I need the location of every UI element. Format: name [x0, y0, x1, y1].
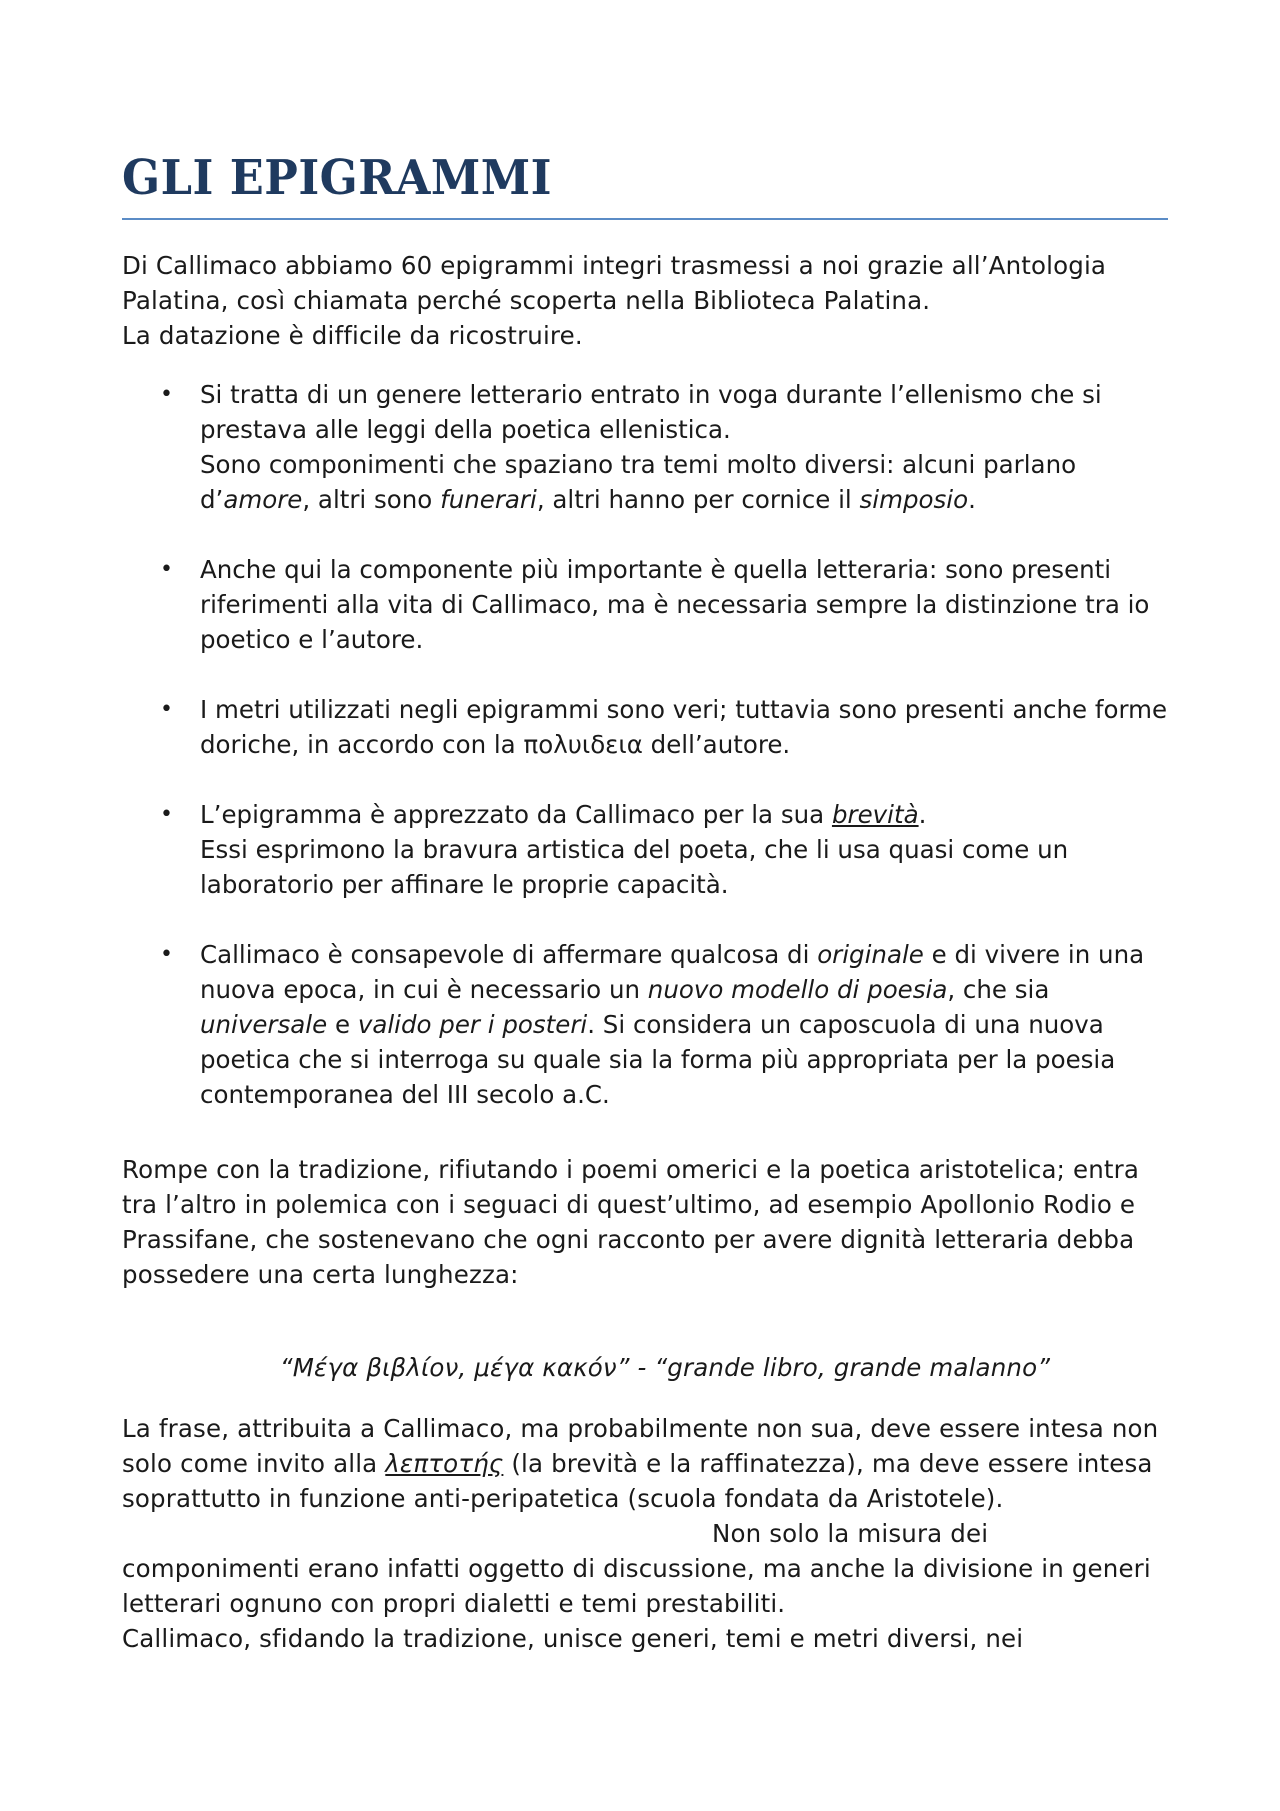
paragraph-tradition: Rompe con la tradizione, rifiutando i poemi omerici e la poetica aristotelica; entra tra l’altro in polemica con i seguaci di quest’ultimo, ad esempio Apollonio Rodio e Prassifane, che sostenevano che ogni racconto per avere dignità letteraria debba possedere una certa lunghezza: [122, 1154, 1140, 1289]
paragraph-phrase: La frase, attribuita a Callimaco, ma probabilmente non sua, deve essere intesa non solo come invito alla λεπτοτής (la brevità e la raffinatezza), ma deve essere intesa soprattutto in funzione anti-peripatetica (scuola fondata da Aristotele).Non solo la misura dei componimenti erano infatti oggetto di discussione, ma anche la divisione in generi letterari ognuno con propri dialetti e temi prestabiliti. Callimaco, sfidando la tradizione, unisce generi, temi e metri diversi, nei [122, 1413, 1159, 1653]
list-item: • Anche qui la componente più importante è quella letteraria: sono presenti riferimenti alla vita di Callimaco, ma è necessaria sempre la distinzione tra io poetico e l’autore. [122, 552, 1168, 657]
document-content [122, 150, 1168, 1656]
bullet-icon: • [160, 941, 173, 967]
intro-paragraph [122, 248, 1168, 353]
title-underline [122, 218, 1168, 220]
bullet-icon: • [160, 556, 173, 582]
list-item: • L’epigramma è apprezzato da Callimaco per la sua brevità. Essi esprimono la bravura artistica del poeta, che li usa quasi come un laboratorio per affinare le proprie capacità. [122, 797, 1168, 902]
bullet-icon: • [160, 801, 173, 827]
bullet-icon: • [160, 696, 173, 722]
quote: “Μέγα βιβλίον, μέγα κακόν” - “grande libro, grande malanno” [279, 1352, 1051, 1382]
intro-line-2: La datazione è difficile da ricostruire. [122, 320, 583, 350]
list-item: • Si tratta di un genere letterario entrato in voga durante l’ellenismo che si prestava alle leggi della poetica ellenistica. Sono componimenti che spaziano tra temi molto diversi: alcuni parlano d’amore, altri sono funerari, altri hanno per cornice il simposio. [122, 377, 1168, 517]
brevita-emphasis: brevità [831, 799, 919, 829]
intro-line-1: Di Callimaco abbiamo 60 epigrammi integri trasmessi a noi grazie all’Antologia Palatina, così chiamata perché scoperta nella Biblioteca Palatina. [122, 250, 1107, 315]
leptotes-emphasis: λεπτοτής [385, 1448, 504, 1478]
list-item: • I metri utilizzati negli epigrammi sono veri; tuttavia sono presenti anche forme doriche, in accordo con la πολυιδεια dell’autore. [122, 692, 1168, 762]
list-item: • Callimaco è consapevole di affermare qualcosa di originale e di vivere in una nuova epoca, in cui è necessario un nuovo modello di poesia, che sia universale e valido per i posteri. Si considera un caposcuola di una nuova poetica che si interroga su quale sia la forma più appropriata per la poesia contemporanea del III secolo a.C. [122, 937, 1168, 1112]
bullet-list [122, 377, 1168, 1112]
bullet-icon: • [160, 381, 173, 407]
page-title: GLI EPIGRAMMI [122, 150, 553, 206]
